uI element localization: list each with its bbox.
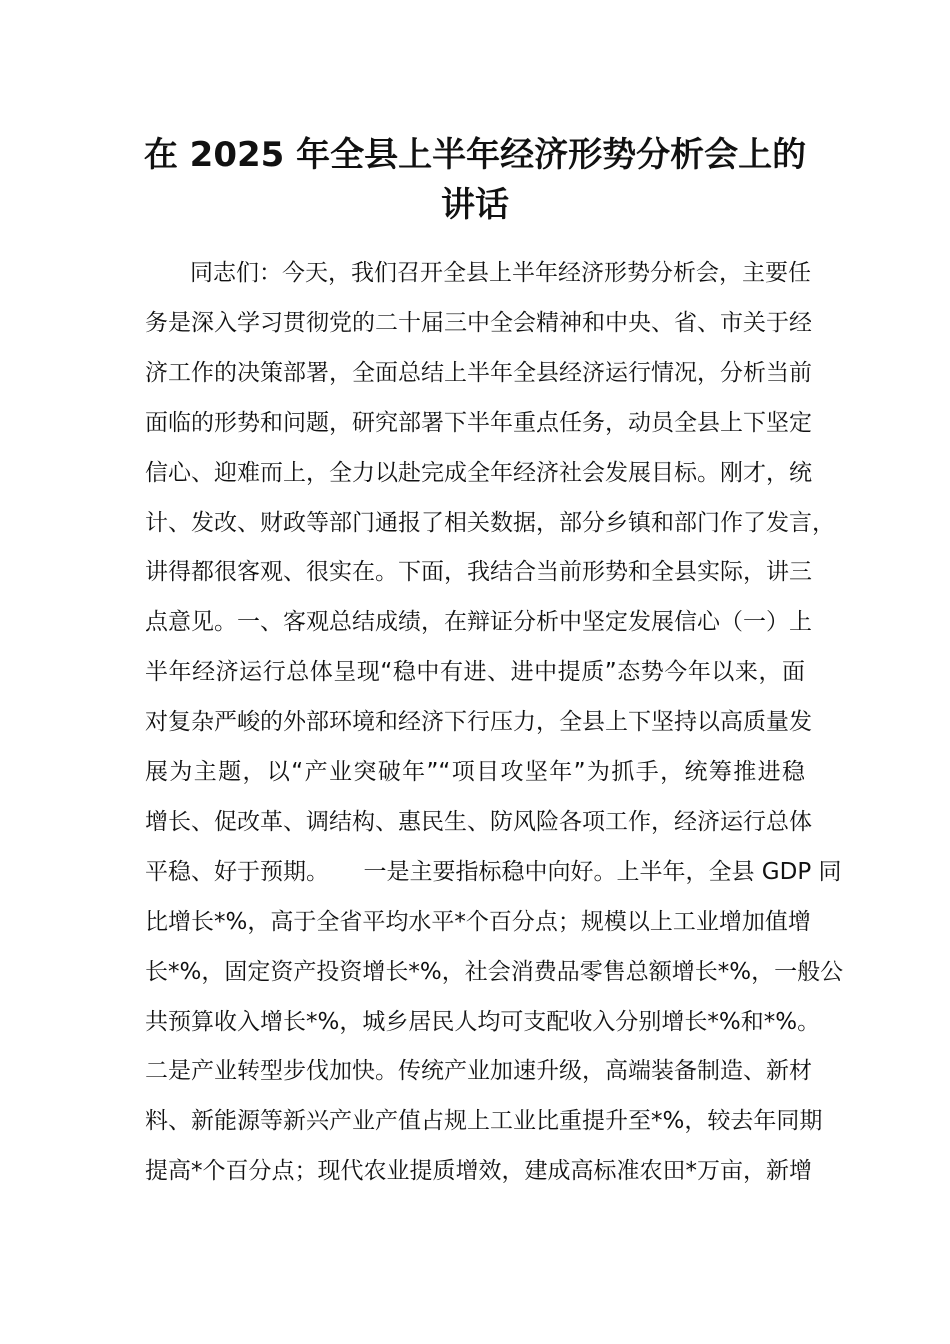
document-title-line-1: 在 2025 年全县上半年经济形势分析会上的	[143, 135, 807, 175]
body-text-line: 务是深入学习贯彻党的二十届三中全会精神和中央、省、市关于经	[145, 309, 812, 336]
body-text-line: 计、发改、财政等部门通报了相关数据，部分乡镇和部门作了发言，	[145, 509, 835, 536]
body-text-line: 同志们：今天，我们召开全县上半年经济形势分析会，主要任	[190, 260, 811, 286]
body-text-line: 信心、迎难而上，全力以赴完成全年经济社会发展目标。刚才，统	[145, 459, 812, 486]
body-text-line: 点意见。一、客观总结成绩，在辩证分析中坚定发展信心（一）上	[145, 609, 812, 636]
body-text-line: 提高*个百分点；现代农业提质增效，建成高标准农田*万亩，新增	[145, 1158, 812, 1185]
body-text-line: 平稳、好于预期。 一是主要指标稳中向好。上半年，全县 GDP 同	[145, 858, 842, 885]
body-text-line: 济工作的决策部署，全面总结上半年全县经济运行情况，分析当前	[145, 359, 812, 386]
body-text-line: 料、新能源等新兴产业产值占规上工业比重提升至*%，较去年同期	[145, 1108, 823, 1135]
body-text-line: 讲得都很客观、很实在。下面，我结合当前形势和全县实际，讲三	[145, 559, 812, 586]
body-text-line: 展为主题，以“产业突破年”“项目攻坚年”为抓手，统筹推进稳	[145, 759, 805, 785]
body-text-line: 对复杂严峻的外部环境和经济下行压力，全县上下坚持以高质量发	[145, 709, 812, 736]
body-text-line: 二是产业转型步伐加快。传统产业加速升级，高端装备制造、新材	[145, 1058, 812, 1085]
document-title-line-2: 讲话	[441, 185, 509, 225]
body-text-line: 半年经济运行总体呈现“稳中有进、进中提质”态势今年以来，面	[145, 659, 805, 686]
body-text-line: 比增长*%，高于全省平均水平*个百分点；规模以上工业增加值增	[145, 908, 811, 935]
body-text-line: 面临的形势和问题，研究部署下半年重点任务，动员全县上下坚定	[145, 409, 812, 436]
body-text-line: 共预算收入增长*%，城乡居民人均可支配收入分别增长*%和*%。	[145, 1008, 821, 1035]
body-text-line: 增长、促改革、调结构、惠民生、防风险各项工作，经济运行总体	[145, 808, 812, 835]
body-text-line: 长*%，固定资产投资增长*%，社会消费品零售总额增长*%，一般公	[145, 958, 844, 985]
